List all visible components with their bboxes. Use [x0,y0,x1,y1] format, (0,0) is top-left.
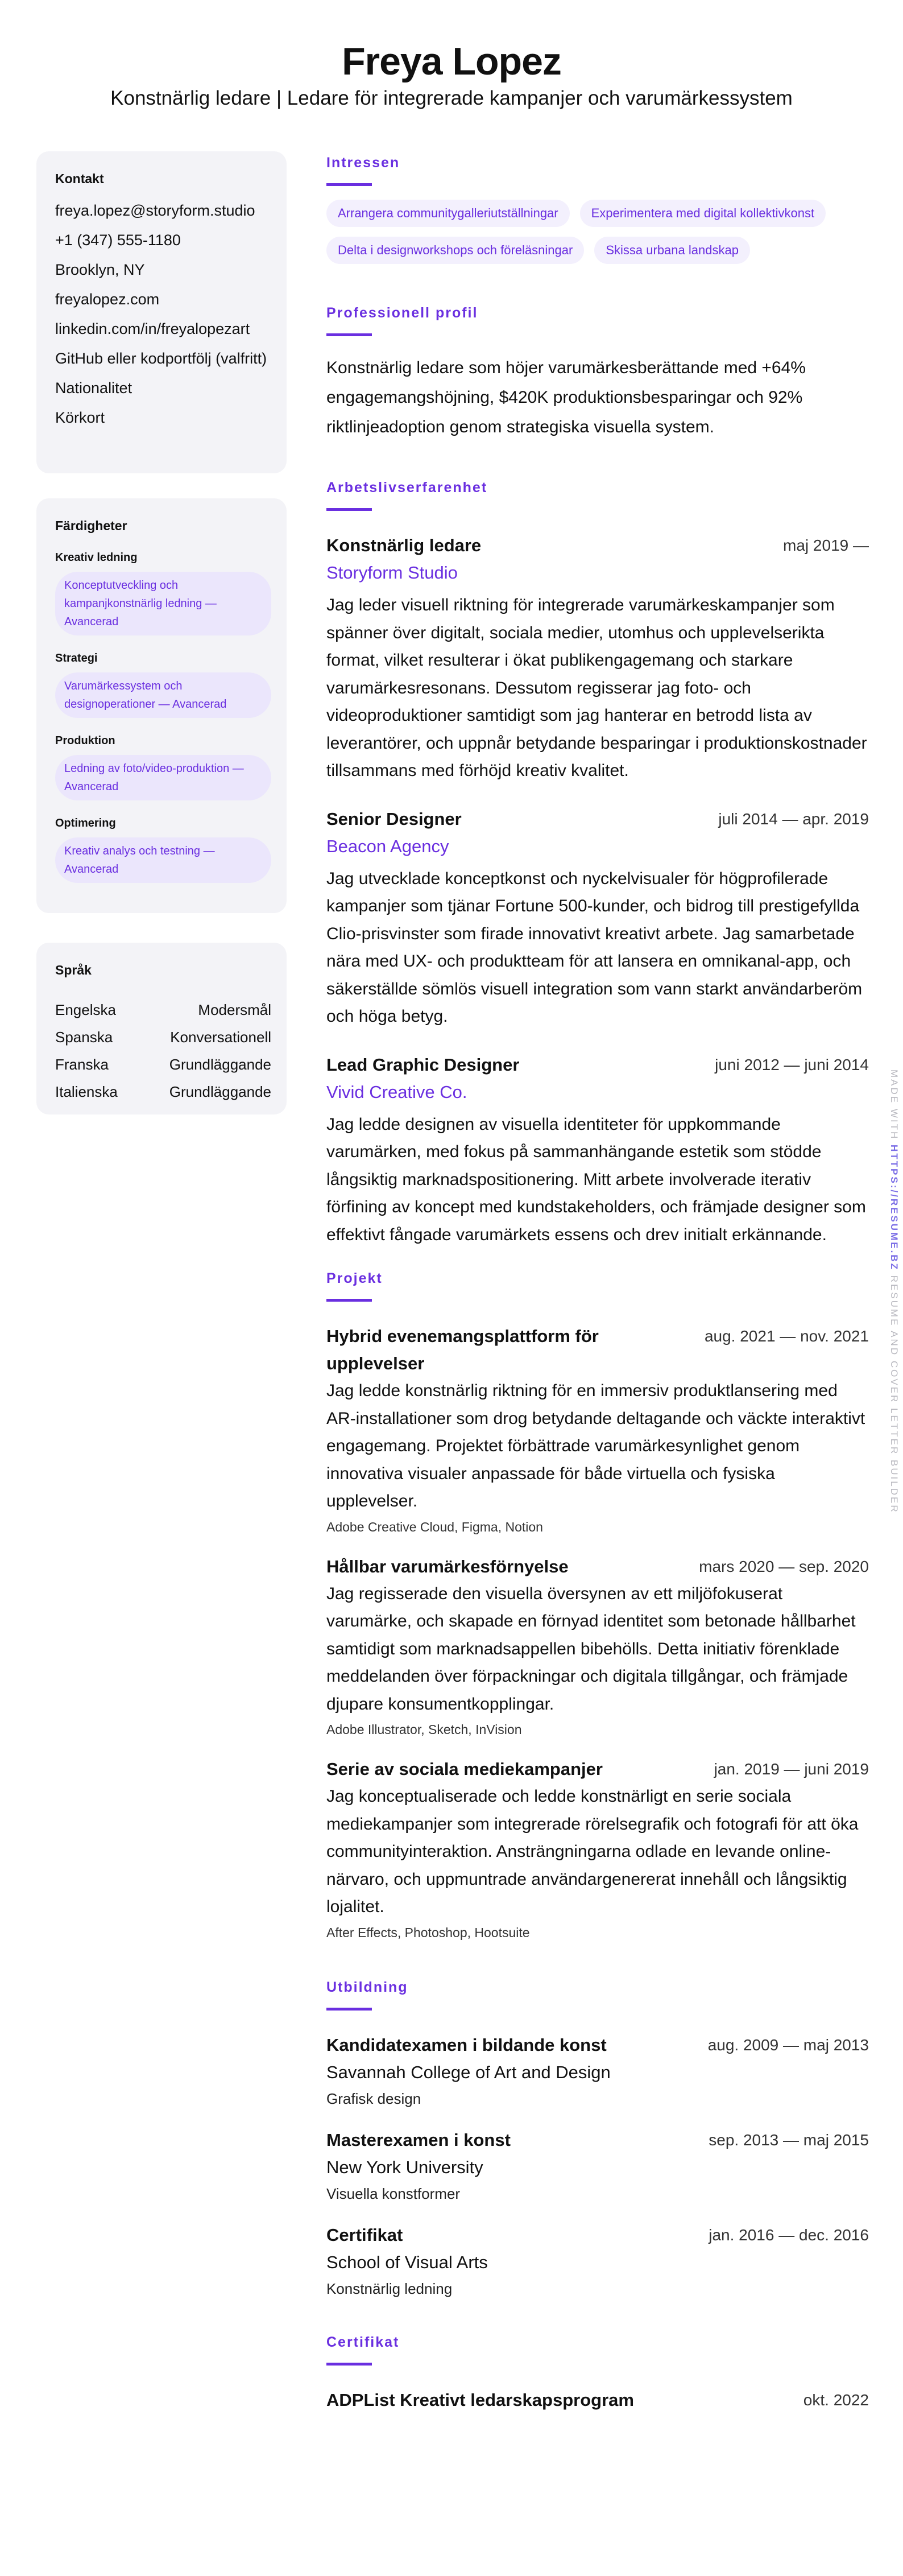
certificate-entry [326,2387,869,2414]
interest-chip: Delta i designworkshops och föreläsningar [326,237,584,264]
contact-card [36,151,287,473]
education-field: Konstnärlig ledning [326,2280,453,2297]
profile-section [326,304,869,442]
language-row [55,1023,271,1051]
job-role: Lead Graphic Designer [326,1054,520,1075]
job-role: Senior Designer [326,808,462,829]
certificate-date: okt. 2022 [803,2391,869,2409]
education-header [326,2222,869,2249]
profile-text: Konstnärlig ledare som höjer varumärkesberättande med +64% engagemangshöjning, $420K produktionsbesparingar och 92% riktlinjeadoption genom strategiska visuella system. [326,358,806,436]
job-date: maj 2019 — [783,536,869,554]
certificates-list [326,2387,869,2414]
interest-chip: Arrangera communitygalleriutställningar [326,200,570,227]
job-description: Jag leder visuell riktning för integrerade varumärkeskampanjer som spänner över digitalt, sociala medier, utomhus och upplevelserikta format, vilket resulterar i ökat publikengagemang och starkare varumärkesresonans. Dessutom regisserar jag foto- och videoproduktioner samtidigt som jag hanterar en betrodd lista av leverantörer, och uppnår betydande besparingar i produktionskostnader tillsammans med förhöjd kreativ kvalitet. [326,596,867,780]
section-heading-experience: Arbetslivserfarenhet [326,480,488,496]
education-school: School of Visual Arts [326,2252,488,2272]
job-header [326,1051,869,1079]
project-date: jan. 2019 — juni 2019 [714,1760,869,1778]
skills-card [36,498,287,913]
project-header [326,1756,869,1783]
watermark [888,1070,900,1514]
job-date: juli 2014 — apr. 2019 [718,810,869,828]
education-field: Visuella konstformer [326,2185,461,2202]
contact-title: Kontakt [55,171,104,186]
languages-card [36,943,287,1114]
education-degree: Kandidatexamen i bildande konst [326,2034,607,2055]
job-header [326,806,869,833]
language-row [55,996,271,1023]
contact-item[interactable]: freyalopez.com [55,291,160,308]
education-degree: Certifikat [326,2224,403,2245]
section-underline [326,2363,372,2366]
projects-list [326,1323,869,1944]
job-role: Konstnärlig ledare [326,535,482,555]
language-level: Grundläggande [169,1083,271,1100]
education-date: jan. 2016 — dec. 2016 [709,2226,869,2244]
interest-chip: Skissa urbana landskap [594,237,750,264]
education-date: sep. 2013 — maj 2015 [709,2131,869,2149]
experience-section [326,478,869,1249]
languages-title: Språk [55,963,92,977]
project-tools: Adobe Illustrator, Sketch, InVision [326,1722,522,1737]
projects-section [326,1269,869,1944]
section-heading-interests: Intressen [326,155,400,171]
education-entry [326,2032,869,2111]
certificate-header [326,2387,869,2414]
experience-list [326,532,869,1249]
skill-pill: Ledning av foto/video-produktion — Avancerad [55,755,271,800]
certificate-name: ADPList Kreativt ledarskapsprogram [326,2389,634,2410]
skills-title: Färdigheter [55,518,127,533]
section-underline [326,508,372,511]
project-name: Serie av sociala mediekampanjer [326,1759,603,1779]
project-header [326,1323,869,1377]
section-heading-projects: Projekt [326,1270,383,1286]
education-field: Grafisk design [326,2090,421,2107]
language-name: Franska [55,1056,109,1073]
project-entry [326,1323,869,1538]
language-level: Grundläggande [169,1056,271,1073]
language-name: Italienska [55,1083,118,1100]
job-company: Storyform Studio [326,563,458,583]
main-column [326,154,869,2434]
contact-item: GitHub eller kodportfölj (valfritt) [55,350,267,367]
language-name: Engelska [55,1001,116,1018]
skill-pill: Varumärkessystem och designoperationer — Avancerad [55,672,271,718]
project-header [326,1553,869,1580]
education-entry [326,2127,869,2206]
project-date: aug. 2021 — nov. 2021 [704,1327,869,1345]
job-company: Beacon Agency [326,836,449,856]
contact-item[interactable]: linkedin.com/in/freyalopezart [55,320,250,337]
education-school: Savannah College of Art and Design [326,2062,611,2082]
contact-item: Körkort [55,409,105,426]
skill-pill: Konceptutveckling och kampanjkonstnärlig ledning — Avancerad [55,572,271,635]
watermark-prefix: MADE WITH [889,1070,900,1141]
project-date: mars 2020 — sep. 2020 [699,1557,869,1575]
education-header [326,2032,869,2059]
project-tools: Adobe Creative Cloud, Figma, Notion [326,1519,543,1534]
section-heading-certificates: Certifikat [326,2334,400,2350]
languages-list [55,996,271,1105]
job-entry [326,806,869,1031]
education-section [326,1978,869,2301]
skill-category: Produktion [55,734,115,747]
job-entry [326,532,869,785]
skill-category: Optimering [55,817,116,829]
job-header [326,532,869,559]
project-entry [326,1553,869,1741]
section-underline [326,333,372,336]
contact-item: Brooklyn, NY [55,261,145,278]
interests-section [326,154,869,264]
education-list [326,2032,869,2301]
language-level: Konversationell [170,1029,271,1046]
candidate-headline: Konstnärlig ledare | Ledare för integrerade kampanjer och varumärkessystem [110,87,793,109]
watermark-link[interactable]: HTTPS://RESUME.BZ [889,1145,900,1271]
section-underline [326,183,372,186]
job-entry [326,1051,869,1249]
project-description: Jag ledde konstnärlig riktning för en immersiv produktlansering med AR-installationer som drog betydande deltagande och väckte interaktivt engagemang. Projektet förbättrade varumärkesynlighet genom innovativa visualer anpassade för både virtuella och fysiska upplevelser. [326,1381,865,1510]
language-row [55,1078,271,1105]
education-header [326,2127,869,2154]
language-row [55,1051,271,1078]
interest-chip: Experimentera med digital kollektivkonst [580,200,826,227]
certificates-section [326,2333,869,2414]
project-description: Jag regisserade den visuella översynen av ett miljöfokuserat varumärke, och skapade en förnyad identitet som betonade hållbarhet samtidigt som marknadsappellen bibehölls. Detta initiativ förenklade meddelanden över förpackningar och digitala tillgångar, och främjade djupare konsumentkopplingar. [326,1584,856,1714]
job-description: Jag ledde designen av visuella identiteter för uppkommande varumärken, med fokus på sammanhängande estetik som stödde långsiktig marknadspositionering. Mitt arbete involverade iterativ förfining av koncept med kundstakeholders, och främjade designer som effektivt fångade varumärkets essens och drev initialt erkännande. [326,1114,866,1244]
contact-item: +1 (347) 555-1180 [55,232,181,249]
contact-list [55,199,271,429]
candidate-name: Freya Lopez [342,40,561,83]
section-heading-education: Utbildning [326,1979,408,1995]
education-school: New York University [326,2157,483,2177]
section-underline [326,2008,372,2011]
education-entry [326,2222,869,2301]
contact-item: Nationalitet [55,379,132,397]
contact-item[interactable]: freya.lopez@storyform.studio [55,202,255,219]
project-name: Hållbar varumärkesförnyelse [326,1556,569,1576]
language-level: Modersmål [198,1001,271,1018]
project-entry [326,1756,869,1944]
project-description: Jag konceptualiserade och ledde konstnärligt en serie sociala mediekampanjer som integrerade rörelsegrafik och fotografi för att öka communityinteraktion. Ansträngningarna odlade en levande online-närvaro, och uppmuntrade användargenererat innehåll och långsiktig lojalitet. [326,1787,859,1916]
section-heading-profile: Professionell profil [326,305,478,321]
skill-category: Strategi [55,652,98,664]
education-date: aug. 2009 — maj 2013 [707,2036,869,2054]
skill-category: Kreativ ledning [55,551,138,564]
watermark-suffix: RESUME AND COVER LETTER BUILDER [889,1275,900,1514]
job-description: Jag utvecklade konceptkonst och nyckelvisualer för högprofilerade kampanjer som tjänar Fortune 500-kunder, och bidrog till prestigefyllda Clio-prisvinster som firade innovativt kreativt arbete. Jag samarbetade nära med UX- och produktteam för att lansera en omnikanal-app, och säkerställde sömlös visuell integration som vann starkt användarberöm och höga betyg. [326,869,863,1026]
skills-list [55,550,271,883]
interest-chips [326,200,838,264]
language-name: Spanska [55,1029,113,1046]
project-name: Hybrid evenemangsplattform för upplevelser [326,1326,599,1373]
education-degree: Masterexamen i konst [326,2129,511,2150]
project-tools: After Effects, Photoshop, Hootsuite [326,1925,530,1940]
skill-pill: Kreativ analys och testning — Avancerad [55,837,271,883]
section-underline [326,1299,372,1302]
job-company: Vivid Creative Co. [326,1081,467,1102]
job-date: juni 2012 — juni 2014 [715,1055,869,1074]
